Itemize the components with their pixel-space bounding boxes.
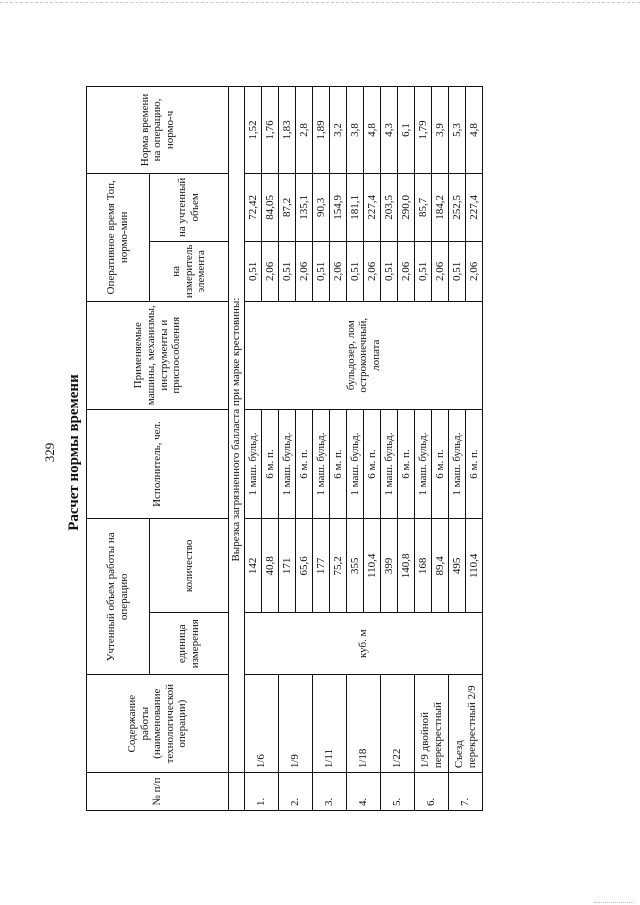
quantity-cell: 40,8 xyxy=(262,519,279,613)
executor-cell: 6 м. п. xyxy=(398,409,415,519)
quantity-cell: 110,4 xyxy=(466,519,483,613)
per-volume-cell: 135,1 xyxy=(296,173,313,241)
unit-cell: куб. м xyxy=(245,613,483,675)
row-name: 1/9 xyxy=(279,675,313,773)
executor-cell: 1 маш. бульд. xyxy=(313,409,330,519)
per-meter-cell: 2,06 xyxy=(398,241,415,301)
norm-cell: 1,52 xyxy=(245,87,262,174)
quantity-cell: 110,4 xyxy=(364,519,381,613)
executor-cell: 6 м. п. xyxy=(262,409,279,519)
header-num: № п/п xyxy=(87,773,229,811)
norm-cell: 6,1 xyxy=(398,87,415,174)
header-content: Содержание работы (наименование технологической операции) xyxy=(87,675,229,773)
per-meter-cell: 0,51 xyxy=(381,241,398,301)
table-row xyxy=(415,87,432,811)
norm-cell: 1,76 xyxy=(262,87,279,174)
per-volume-cell: 72,42 xyxy=(245,173,262,241)
executor-cell: 1 маш. бульд. xyxy=(449,409,466,519)
per-volume-cell: 154,9 xyxy=(330,173,347,241)
executor-cell: 1 маш. бульд. xyxy=(279,409,296,519)
header-volume-group: Учтенный объем работы на операцию xyxy=(87,519,150,675)
executor-cell: 6 м. п. xyxy=(466,409,483,519)
table-row xyxy=(313,87,330,811)
table-row xyxy=(449,87,466,811)
per-meter-cell: 0,51 xyxy=(313,241,330,301)
executor-cell: 1 маш. бульд. xyxy=(415,409,432,519)
row-name: Съезд перекрестный 2/9 xyxy=(449,675,483,773)
header-executor: Исполнитель, чел. xyxy=(87,409,229,519)
row-number: 1. xyxy=(245,773,279,811)
per-volume-cell: 85,7 xyxy=(415,173,432,241)
norm-table xyxy=(86,86,483,811)
per-meter-cell: 2,06 xyxy=(296,241,313,301)
per-volume-cell: 227,4 xyxy=(364,173,381,241)
norm-cell: 1,83 xyxy=(279,87,296,174)
header-optime-group: Оперативное время Топ, нормо-мин xyxy=(87,173,150,301)
row-number: 6. xyxy=(415,773,449,811)
row-name: 1/22 xyxy=(381,675,415,773)
executor-cell: 1 маш. бульд. xyxy=(347,409,364,519)
header-unit: единица измерения xyxy=(150,613,229,675)
executor-cell: 6 м. п. xyxy=(296,409,313,519)
per-meter-cell: 2,06 xyxy=(466,241,483,301)
executor-cell: 6 м. п. xyxy=(364,409,381,519)
executor-cell: 6 м. п. xyxy=(432,409,449,519)
per-volume-cell: 227,4 xyxy=(466,173,483,241)
norm-cell: 1,79 xyxy=(415,87,432,174)
quantity-cell: 89,4 xyxy=(432,519,449,613)
quantity-cell: 140,8 xyxy=(398,519,415,613)
quantity-cell: 177 xyxy=(313,519,330,613)
row-number: 2. xyxy=(279,773,313,811)
norm-cell: 4,8 xyxy=(466,87,483,174)
page-number: 329 xyxy=(42,442,57,463)
per-volume-cell: 203,5 xyxy=(381,173,398,241)
quantity-cell: 75,2 xyxy=(330,519,347,613)
row-number: 3. xyxy=(313,773,347,811)
machines-cell: бульдозер, лом остроконечный, лопата xyxy=(245,301,483,409)
header-per-volume: на учтенный объем xyxy=(150,173,229,241)
per-volume-cell: 87,2 xyxy=(279,173,296,241)
row-number: 4. xyxy=(347,773,381,811)
norm-cell: 4,8 xyxy=(364,87,381,174)
per-volume-cell: 90,3 xyxy=(313,173,330,241)
per-volume-cell: 84,05 xyxy=(262,173,279,241)
executor-cell: 1 маш. бульд. xyxy=(381,409,398,519)
per-meter-cell: 0,51 xyxy=(245,241,262,301)
row-name: 1/11 xyxy=(313,675,347,773)
per-meter-cell: 0,51 xyxy=(415,241,432,301)
section-num-cell xyxy=(229,773,245,811)
row-number: 7. xyxy=(449,773,483,811)
quantity-cell: 168 xyxy=(415,519,432,613)
quantity-cell: 171 xyxy=(279,519,296,613)
quantity-cell: 142 xyxy=(245,519,262,613)
norm-cell: 1,89 xyxy=(313,87,330,174)
executor-cell: 1 маш. бульд. xyxy=(245,409,262,519)
table-row xyxy=(347,87,364,811)
table-row xyxy=(245,87,262,811)
norm-cell: 3,9 xyxy=(432,87,449,174)
section-title: Вырезка загрязненного балласта при марке крестовины: xyxy=(229,87,245,773)
row-name: 1/18 xyxy=(347,675,381,773)
per-meter-cell: 0,51 xyxy=(279,241,296,301)
norm-cell: 3,8 xyxy=(347,87,364,174)
row-number: 5. xyxy=(381,773,415,811)
header-norm: Норма времени на операцию, нормо-ч xyxy=(87,87,229,174)
per-meter-cell: 2,06 xyxy=(432,241,449,301)
page-title: Расчет нормы времени xyxy=(66,374,82,531)
row-name: 1/6 xyxy=(245,675,279,773)
per-meter-cell: 2,06 xyxy=(364,241,381,301)
header-machines: Применяемые машины, механизмы, инструменты и приспособления xyxy=(87,301,229,409)
quantity-cell: 495 xyxy=(449,519,466,613)
per-volume-cell: 252,5 xyxy=(449,173,466,241)
table-row xyxy=(279,87,296,811)
norm-cell: 4,3 xyxy=(381,87,398,174)
header-quantity: количество xyxy=(150,519,229,613)
norm-cell: 3,2 xyxy=(330,87,347,174)
table-row xyxy=(381,87,398,811)
header-per-meter: на измеритель элемента xyxy=(150,241,229,301)
per-meter-cell: 2,06 xyxy=(330,241,347,301)
norm-cell: 2,8 xyxy=(296,87,313,174)
per-meter-cell: 0,51 xyxy=(347,241,364,301)
row-name: 1/9 двойной перекрестный xyxy=(415,675,449,773)
quantity-cell: 65,6 xyxy=(296,519,313,613)
per-volume-cell: 290,0 xyxy=(398,173,415,241)
norm-cell: 5,3 xyxy=(449,87,466,174)
per-volume-cell: 184,2 xyxy=(432,173,449,241)
quantity-cell: 355 xyxy=(347,519,364,613)
per-volume-cell: 181,1 xyxy=(347,173,364,241)
quantity-cell: 399 xyxy=(381,519,398,613)
per-meter-cell: 2,06 xyxy=(262,241,279,301)
per-meter-cell: 0,51 xyxy=(449,241,466,301)
executor-cell: 6 м. п. xyxy=(330,409,347,519)
